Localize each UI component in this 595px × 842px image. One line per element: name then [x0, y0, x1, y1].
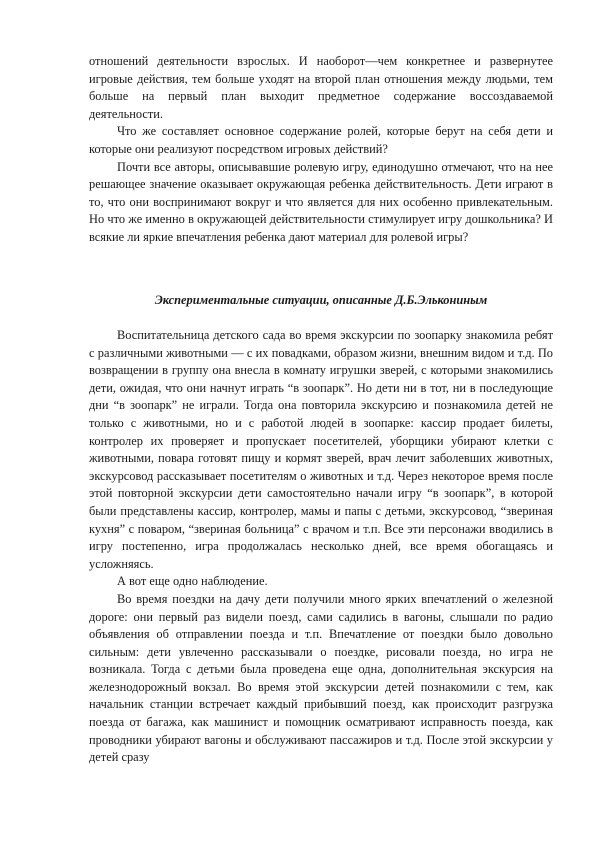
top-text-section [89, 53, 553, 247]
paragraph-question-roles: Что же составляет основное содержание ролей, которые берут на себя дети и которые они реализуют посредством игровых действий? [89, 124, 553, 156]
paragraph-continuation: отношений деятельности взрослых. И наоборот—чем конкретнее и развернутее игровые действия, тем больше уходят на второй план отношения между людьми, тем больше на первый план выходит предметное содержание воссоздаваемой деятельности. [89, 54, 553, 121]
section-heading: Экспериментальные ситуации, описанные Д.Б.Элькониным [154, 293, 488, 307]
paragraph-zoo-experiment: Воспитательница детского сада во время экскурсии по зоопарку знакомила ребят с различными животными — с их повадками, образом жизни, внешним видом и т.д. По возвращении в группу она внесла в комнату игрушки зверей, с которыми знакомились дети, ожидая, что они начнут играть “в зоопарк”. Но дети ни в тот, ни в последующие дни “в зоопарк” не играли. Тогда она повторила экскурсию и познакомила детей не только с животными, но и с работой людей в зоопарке: кассир продает билеты, контролер их проверяет и пропускает посетителей, уборщики убирают клетки с животными, повара готовят пищу и кормят зверей, врач лечит заболевших животных, экскурсовод рассказывает посетителям о животных и т.д. Через некоторое время после этой повторной экскурсии дети самостоятельно начали игру “в зоопарк”, в которой были представлены кассир, контролер, мамы и папы с детьми, экскурсовод, “звериная кухня” с поваром, “звериная больница” с врачом и т.п. Все эти персонажи вводились в игру постепенно, игра продолжалась несколько дней, все время обогащаясь и усложняясь. [89, 328, 553, 571]
bottom-text-section [89, 327, 553, 767]
paragraph-authors-reality: Почти все авторы, описывавшие ролевую игру, единодушно отмечают, что на нее решающее значение оказывает окружающая ребенка действительность. Дети играют в то, что они воспринимают вокруг и что является для них особенно привлекательным. Но что же именно в окружающей действительности стимулирует игру дошкольника? И всякие ли яркие впечатления ребенка дают материал для ролевой игры? [89, 159, 553, 244]
paragraph-railway-experiment: Во время поездки на дачу дети получили много ярких впечатлений о железной дороге: они первый раз видели поезд, сами садились в вагоны, слышали по радио объявления об отправлении поезда и т.п. Впечатление от поездки было довольно сильным: дети увлеченно рассказывали о поездке, рисовали поезда, но игра не возникала. Тогда с детьми была проведена еще одна, дополнительная экскурсия на железнодорожный вокзал. Во время этой экскурсии детей познакомили с тем, как начальник станции встречает каждый прибывший поезд, как происходит разгрузка поезда от багажа, как машинист и помощник осматривают исправность поезда, как проводники убирают вагоны и обслуживают пассажиров и т.д. После этой экскурсии у детей сразу [89, 591, 553, 765]
paragraph-another-observation: А вот еще одно наблюдение. [117, 574, 268, 589]
